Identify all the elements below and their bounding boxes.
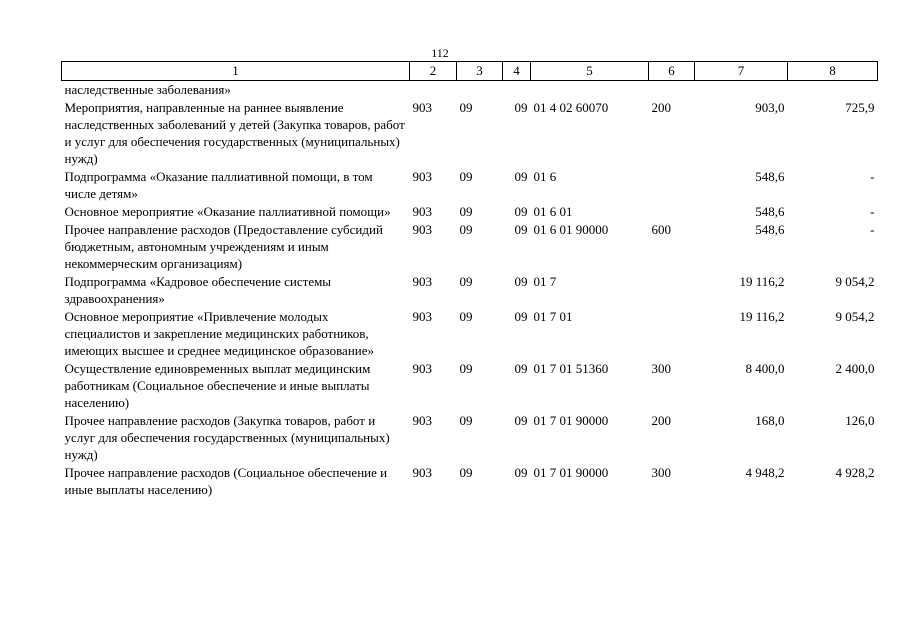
column-header-3: 3: [457, 62, 503, 81]
row-subsection-code: 09: [514, 274, 528, 289]
table-row: [62, 203, 878, 221]
row-section-code: 09: [459, 413, 473, 428]
row-expense-type: 300: [651, 465, 671, 480]
column-header-2: 2: [410, 62, 457, 81]
row-name: Подпрограмма «Оказание паллиативной помощи, в том числе детям»: [64, 169, 373, 201]
row-target-article: 01 6 01: [533, 204, 573, 219]
row-name: Прочее направление расходов (Закупка товаров, работ и услуг для обеспечения государственных (муниципальных) нужд): [64, 413, 390, 462]
row-amount-1: 168,0: [755, 413, 785, 428]
row-section-code: 09: [459, 274, 473, 289]
row-amount-2: 126,0: [845, 413, 875, 428]
row-ministry-code: [410, 81, 457, 100]
row-amount-1: 548,6: [755, 169, 785, 184]
row-ministry-code: 903: [412, 274, 432, 289]
row-expense-type: 600: [651, 222, 671, 237]
row-subsection-code: 09: [514, 309, 528, 324]
row-amount-1: 903,0: [755, 100, 785, 115]
row-expense-type: [649, 168, 695, 203]
row-ministry-code: 903: [412, 100, 432, 115]
row-target-article: 01 6: [533, 169, 557, 184]
row-amount-2: -: [870, 222, 875, 237]
row-section-code: [457, 81, 503, 100]
row-name: Осуществление единовременных выплат медицинским работникам (Социальное обеспечение и иные выплаты населению): [64, 361, 371, 410]
row-ministry-code: 903: [412, 309, 432, 324]
column-header-7: 7: [695, 62, 788, 81]
row-name: Прочее направление расходов (Социальное обеспечение и иные выплаты населению): [64, 465, 388, 497]
column-header-5: 5: [531, 62, 649, 81]
row-expense-type: 300: [651, 361, 671, 376]
row-section-code: 09: [459, 100, 473, 115]
row-amount-2: 9 054,2: [835, 274, 875, 289]
row-subsection-code: 09: [514, 222, 528, 237]
row-target-article: 01 4 02 60070: [533, 100, 609, 115]
column-header-6: 6: [649, 62, 695, 81]
row-amount-1: [695, 81, 788, 100]
table-header-row: [62, 62, 878, 81]
row-subsection-code: 09: [514, 361, 528, 376]
row-amount-2: [788, 81, 878, 100]
row-amount-1: 19 116,2: [739, 274, 785, 289]
row-amount-2: -: [870, 169, 875, 184]
row-section-code: 09: [459, 204, 473, 219]
row-ministry-code: 903: [412, 169, 432, 184]
page-number: 112: [431, 46, 449, 60]
row-amount-2: 725,9: [845, 100, 875, 115]
row-section-code: 09: [459, 361, 473, 376]
row-amount-2: 4 928,2: [835, 465, 875, 480]
row-ministry-code: 903: [412, 413, 432, 428]
table-row: [62, 360, 878, 412]
row-subsection-code: 09: [514, 413, 528, 428]
row-expense-type: [649, 203, 695, 221]
table-row: [62, 412, 878, 464]
row-amount-2: 9 054,2: [835, 309, 875, 324]
row-subsection-code: 09: [514, 204, 528, 219]
table-row: [62, 308, 878, 360]
row-expense-type: 200: [651, 100, 671, 115]
row-name: наследственные заболевания»: [64, 82, 231, 97]
row-name: Основное мероприятие «Привлечение молодых специалистов и закрепление медицинских работников, имеющих высшее и среднее медицинское образование»: [64, 309, 374, 358]
table-row: [62, 273, 878, 308]
row-name: Основное мероприятие «Оказание паллиативной помощи»: [64, 204, 391, 219]
row-amount-1: 8 400,0: [745, 361, 785, 376]
row-amount-1: 548,6: [755, 222, 785, 237]
budget-table: [61, 61, 878, 499]
table-row: [62, 99, 878, 168]
row-amount-1: 4 948,2: [745, 465, 785, 480]
row-name: Прочее направление расходов (Предоставление субсидий бюджетным, автономным учреждениям и иным некоммерческим организациям): [64, 222, 383, 271]
row-ministry-code: 903: [412, 204, 432, 219]
row-subsection-code: 09: [514, 465, 528, 480]
row-expense-type: [649, 273, 695, 308]
row-section-code: 09: [459, 465, 473, 480]
row-target-article: 01 7 01: [533, 309, 573, 324]
row-target-article: [531, 81, 649, 100]
row-ministry-code: 903: [412, 465, 432, 480]
row-expense-type: [649, 81, 695, 100]
row-section-code: 09: [459, 169, 473, 184]
row-target-article: 01 7 01 90000: [533, 465, 609, 480]
row-name: Мероприятия, направленные на раннее выявление наследственных заболеваний у детей (Закупка товаров, работ и услуг для обеспечения государственных (муниципальных) нужд): [64, 100, 405, 166]
table-row: [62, 81, 878, 100]
row-expense-type: 200: [651, 413, 671, 428]
column-header-4: 4: [503, 62, 531, 81]
row-expense-type: [649, 308, 695, 360]
row-section-code: 09: [459, 222, 473, 237]
table-row: [62, 221, 878, 273]
row-section-code: 09: [459, 309, 473, 324]
table-row: [62, 168, 878, 203]
column-header-1: 1: [62, 62, 410, 81]
row-target-article: 01 7 01 51360: [533, 361, 609, 376]
row-subsection-code: 09: [514, 169, 528, 184]
row-amount-2: -: [870, 204, 875, 219]
row-ministry-code: 903: [412, 361, 432, 376]
row-subsection-code: 09: [514, 100, 528, 115]
row-amount-1: 548,6: [755, 204, 785, 219]
row-amount-1: 19 116,2: [739, 309, 785, 324]
row-name: Подпрограмма «Кадровое обеспечение системы здравоохранения»: [64, 274, 332, 306]
table-row: [62, 464, 878, 499]
row-target-article: 01 7 01 90000: [533, 413, 609, 428]
column-header-8: 8: [788, 62, 878, 81]
row-ministry-code: 903: [412, 222, 432, 237]
row-target-article: 01 7: [533, 274, 557, 289]
row-subsection-code: [503, 81, 531, 100]
row-amount-2: 2 400,0: [835, 361, 875, 376]
row-target-article: 01 6 01 90000: [533, 222, 609, 237]
